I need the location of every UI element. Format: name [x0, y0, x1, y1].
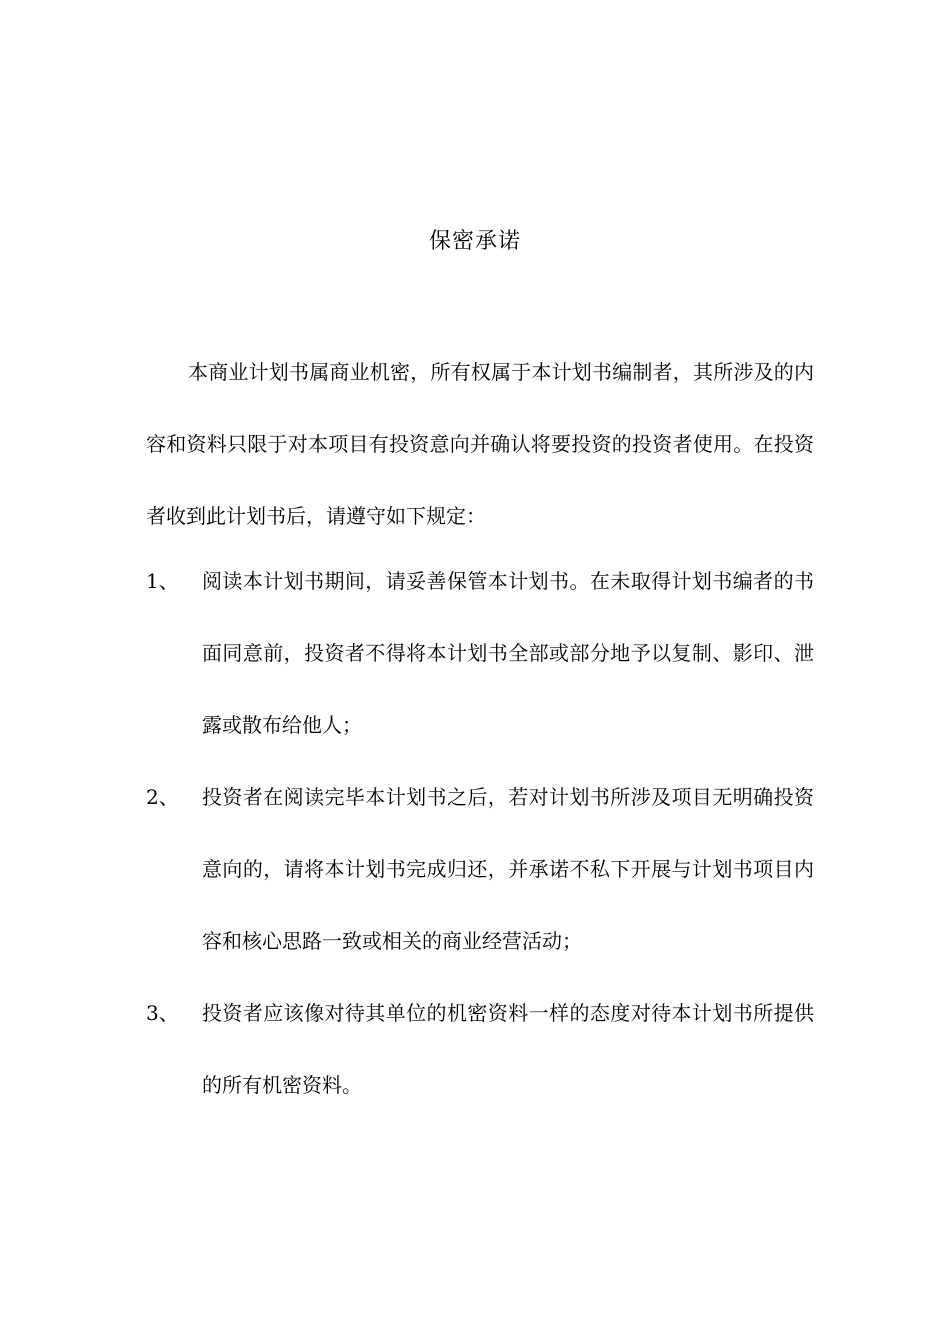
- list-item-3: [146, 977, 814, 1121]
- list-item-text: 投资者应该像对待其单位的机密资料一样的态度对待本计划书所提供的所有机密资料。: [202, 1001, 814, 1097]
- list-item-number: 3、: [146, 1001, 179, 1025]
- list-item-number: 2、: [146, 785, 179, 809]
- list-item-1: [146, 545, 814, 761]
- list-item-number: 1、: [146, 569, 179, 593]
- rules-list: [146, 545, 814, 1121]
- list-item-text: 阅读本计划书期间，请妥善保管本计划书。在未取得计划书编者的书面同意前，投资者不得将本计划书全部或部分地予以复制、影印、泄露或散布给他人；: [202, 569, 814, 737]
- list-item-text: 投资者在阅读完毕本计划书之后，若对计划书所涉及项目无明确投资意向的，请将本计划书完成归还，并承诺不私下开展与计划书项目内容和核心思路一致或相关的商业经营活动；: [202, 785, 814, 953]
- page-title: 保密承诺: [428, 229, 521, 254]
- list-item-2: [146, 761, 814, 977]
- intro-paragraph: 本商业计划书属商业机密，所有权属于本计划书编制者，其所涉及的内容和资料只限于对本项目有投资意向并确认将要投资的投资者使用。在投资者收到此计划书后，请遵守如下规定：: [146, 360, 814, 528]
